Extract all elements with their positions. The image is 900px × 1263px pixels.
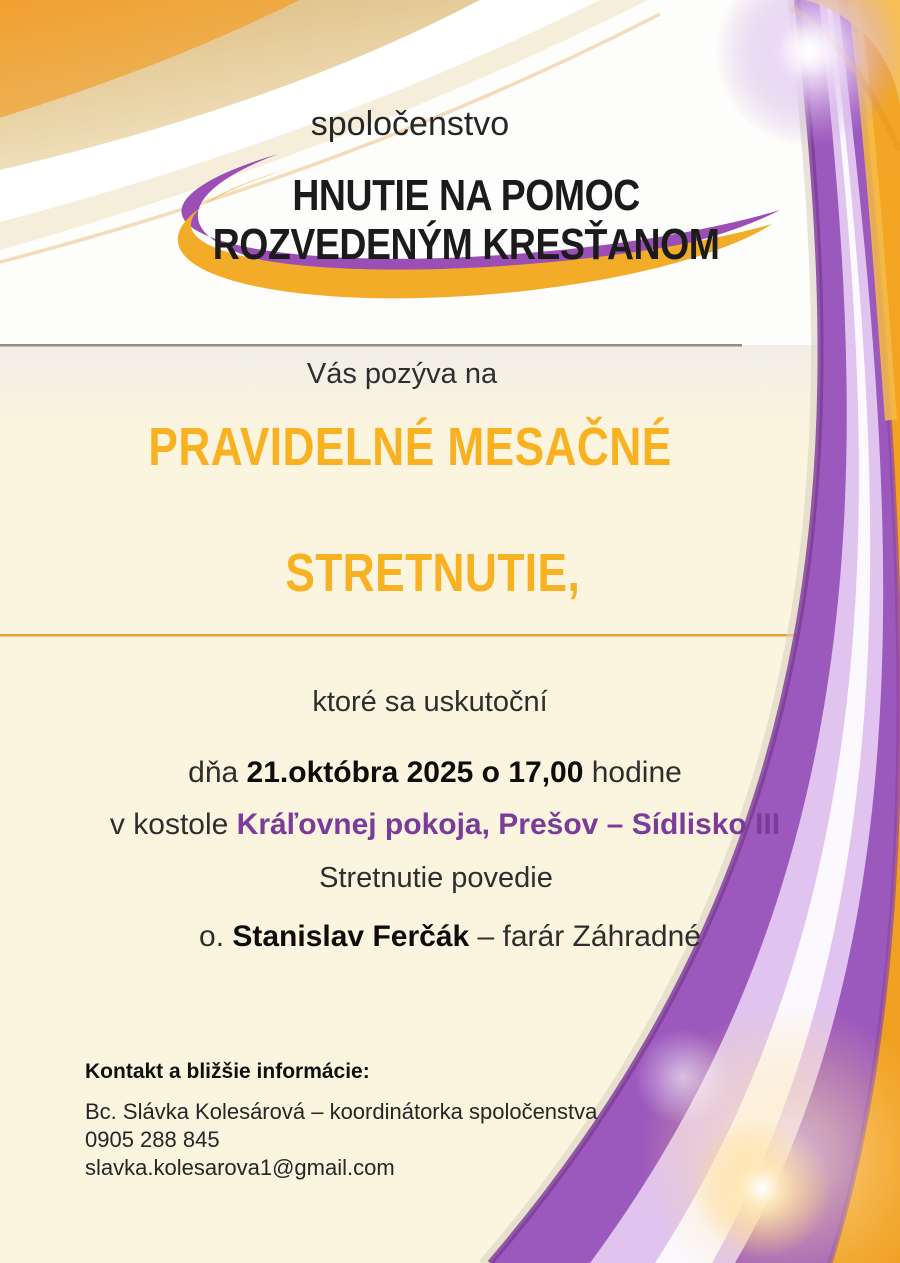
invite-line: Vás pozýva na: [306, 358, 498, 390]
contact-person: Bc. Slávka Kolesárová – koordinátorka spoločenstva: [85, 1099, 598, 1124]
event-title-line2: STRETNUTIE,: [285, 543, 581, 603]
event-title-line1: PRAVIDELNÉ MESAČNÉ: [148, 417, 672, 477]
event-subtitle: ktoré sa uskutoční: [312, 686, 548, 718]
sparkle-highlight: [635, 1029, 731, 1125]
leader-intro-line: Stretnutie povedie: [319, 862, 553, 894]
leader-prefix: o.: [199, 920, 233, 953]
leader-suffix: – farár Záhradné: [469, 920, 701, 953]
organization-name-line2: ROZVEDENÝM KRESŤANOM: [212, 220, 720, 269]
location-prefix: v kostole: [109, 808, 237, 841]
contact-phone: 0905 288 845: [85, 1127, 220, 1152]
date-prefix: dňa: [188, 756, 247, 789]
organization-name-line1: HNUTIE NA POMOC: [292, 171, 640, 220]
divider-line-orange: [0, 634, 800, 637]
contact-email: slavka.kolesarova1@gmail.com: [85, 1155, 395, 1180]
leader-name: Stanislav Ferčák: [232, 920, 470, 953]
divider-line-gray: [0, 344, 742, 347]
contact-block: [85, 1098, 597, 1182]
date-suffix: hodine: [583, 756, 682, 789]
community-label-text: spoločenstvo: [310, 105, 510, 143]
sparkle-highlight: [780, 20, 840, 80]
leader-name-line: [0, 920, 900, 954]
organization-name: [0, 171, 900, 269]
date-value: 21.októbra 2025 o 17,00: [246, 756, 584, 789]
event-date-line: [0, 756, 900, 790]
community-label: [0, 105, 900, 144]
contact-heading: Kontakt a bližšie informácie:: [85, 1060, 370, 1083]
sparkle-highlight: [692, 1118, 832, 1258]
event-location-line: [0, 808, 900, 842]
location-name: Kráľovnej pokoja, Prešov – Sídlisko III: [236, 808, 781, 841]
